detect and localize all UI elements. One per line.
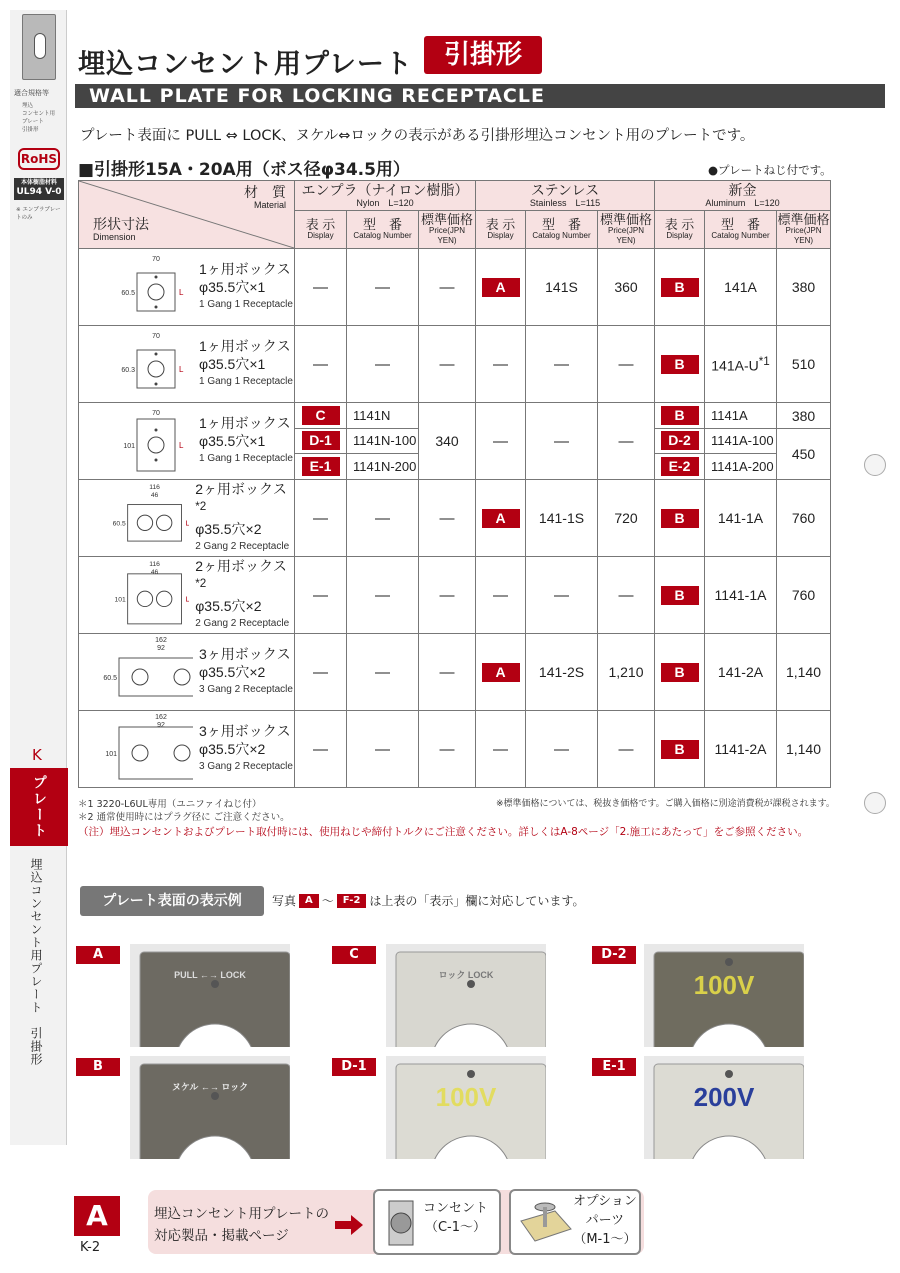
caution-note: （注）埋込コンセントおよびプレート取付時には、使用ねじや締付トルクにご注意ください。詳しくはA-8ページ「2.施工にあたって」をご参照ください。 [78, 826, 809, 838]
box-name: 3ヶ用ボックス [199, 723, 291, 739]
catalog-cell [705, 557, 777, 634]
empty-cell: — [419, 634, 476, 711]
empty-cell: — [419, 480, 476, 557]
example-label: B [76, 1058, 120, 1076]
dim-height: 60.3 [121, 367, 135, 374]
table-row [79, 403, 831, 480]
catalog-cell-text: 141-1S [538, 510, 585, 526]
col-display: 表 示 Display [295, 211, 347, 249]
empty-cell: — [295, 634, 347, 711]
ul94-top: 本体樹脂材料 [20, 179, 57, 186]
shape-cell [79, 249, 295, 326]
display-badge: C [302, 406, 340, 425]
empty-cell: — [526, 326, 598, 403]
plate-dimension-drawing-icon [93, 713, 193, 785]
catalog-cell-text: 141-1A [717, 510, 764, 526]
catalog-cell [705, 480, 777, 557]
svg-text:L: L [179, 288, 184, 297]
examples-desc [272, 892, 584, 909]
display-cell [655, 557, 705, 634]
catalog-cell-text: 1141-1A [714, 587, 767, 603]
material-label: 材 質 [244, 184, 286, 200]
dimension-label: 形状寸法 [93, 216, 149, 232]
display-cell [655, 480, 705, 557]
display-badge: B [661, 406, 699, 425]
plate-dimension-drawing-icon [93, 251, 193, 323]
plate-dimension-drawing-icon [93, 559, 189, 631]
hole-spec: φ35.5穴×2 [199, 664, 266, 680]
col-price: 標準価格 Price(JPN YEN) [777, 211, 831, 249]
hole-spec: φ35.5穴×1 [199, 433, 266, 449]
display-badge: B [661, 278, 699, 297]
price-cell [777, 403, 831, 480]
example-plate-photo [644, 944, 804, 1047]
empty-cell: — [476, 326, 526, 403]
shape-cell [79, 480, 295, 557]
svg-text:L: L [179, 365, 184, 374]
display-cell [476, 480, 526, 557]
empty-cell: — [295, 326, 347, 403]
arrow-right-icon [335, 1215, 365, 1235]
box-name: 1ヶ用ボックス [199, 338, 291, 354]
plate-dimension-drawing-icon [93, 328, 193, 400]
rohs-badge: RoHS [18, 148, 60, 170]
dim-height: 60.5 [112, 520, 126, 528]
price-cell-text: 360 [614, 279, 638, 295]
example-label: E-1 [592, 1058, 636, 1076]
catalog-cell [347, 403, 419, 480]
option-parts-link-card[interactable] [509, 1189, 641, 1255]
product-line-2: コンセント用 [22, 111, 56, 117]
screw-note: ●プレートねじ付です。 [708, 163, 832, 177]
catalog-number: 1141A [705, 404, 776, 429]
price-cell [598, 634, 655, 711]
shape-cell [79, 711, 295, 788]
plate-marking: ロック LOCK [438, 970, 494, 980]
dim-pitch: 46 [150, 568, 159, 576]
material-label-en: Material [253, 200, 286, 210]
shape-cell [79, 326, 295, 403]
receptacle-label: コンセント （C-1～） [423, 1201, 489, 1235]
example-plate-photo [644, 1056, 804, 1159]
catalog-cell [526, 480, 598, 557]
example-label: D-2 [592, 946, 636, 964]
vertical-section-label: 埋込コンセント用プレート 引掛形 [29, 858, 43, 1066]
dim-width: 70 [152, 256, 160, 263]
spec-table [78, 180, 831, 788]
plate-thumbnail [22, 14, 56, 80]
box-name: 2ヶ用ボックス [195, 558, 287, 575]
screw-icon [515, 1197, 575, 1249]
example-label: A [76, 946, 120, 964]
price-cell [777, 480, 831, 557]
display-badge: B [661, 663, 699, 682]
note-ref: *1 [758, 354, 770, 368]
shape-en: 1 Gang 1 Receptacle [199, 299, 293, 310]
dim-width: 70 [152, 333, 160, 340]
shape-cell [79, 403, 295, 480]
col-price: 標準価格 Price(JPN YEN) [598, 211, 655, 249]
table-row [79, 634, 831, 711]
catalog-cell [705, 326, 777, 403]
price-cell [777, 557, 831, 634]
catalog-number: 1141N-100 [347, 429, 418, 454]
catalog-cell-text: 141A-U [711, 357, 759, 374]
empty-cell: — [598, 557, 655, 634]
box-name: 1ヶ用ボックス [199, 415, 291, 431]
price-cell-text: 760 [791, 587, 816, 603]
hole-spec: φ35.5穴×2 [195, 520, 262, 537]
col-catalog: 型 番 Catalog Number [705, 211, 777, 249]
price-value: 450 [791, 445, 816, 462]
shape-en: 2 Gang 2 Receptacle [195, 617, 290, 629]
dim-width: 116 [149, 561, 160, 569]
display-badge: D-1 [302, 431, 340, 450]
empty-cell: — [598, 711, 655, 788]
dim-height: 60.5 [121, 290, 135, 297]
display-cell [655, 249, 705, 326]
ul94-note: ※ エンプラプレートのみ [16, 207, 61, 221]
plate-marking: 100V [693, 970, 755, 1000]
shape-en: 3 Gang 2 Receptacle [199, 684, 293, 695]
empty-cell: — [347, 557, 419, 634]
svg-text:L [185, 595, 189, 604]
standards-label: 適合規格等 [14, 89, 49, 97]
example-plate-photo [130, 944, 290, 1047]
plate-dimension-drawing-icon [93, 482, 189, 554]
example-plate-photo [386, 944, 546, 1047]
empty-cell: — [347, 634, 419, 711]
intro-text: プレート表面に PULL ⇔ LOCK、ヌケル⇔ロックの表示がある引掛形埋込コンセント用のプレートです。 [80, 128, 755, 144]
price-cell [598, 480, 655, 557]
catalog-cell [526, 634, 598, 711]
display-cell [476, 249, 526, 326]
display-cell [476, 634, 526, 711]
receptacle-link-card[interactable] [373, 1189, 501, 1255]
dimension-label-en: Dimension [93, 232, 136, 242]
display-cell [655, 326, 705, 403]
display-badge: B [661, 355, 699, 374]
desc-after: は上表の「表示」欄に対応しています。 [369, 894, 585, 908]
display-badge: A [482, 509, 520, 528]
col-display: 表 示 Display [476, 211, 526, 249]
plate-marking: 200V [693, 1082, 755, 1112]
empty-cell: — [295, 557, 347, 634]
dim-height: 60.5 [103, 675, 117, 682]
display-badge: E-2 [661, 457, 699, 476]
price-cell-text: 760 [791, 510, 816, 526]
plate-dimension-drawing-icon [93, 636, 193, 708]
table-row [79, 249, 831, 326]
price-cell-text: 340 [435, 433, 459, 449]
price-cell-text: 510 [791, 356, 816, 372]
catalog-cell-text: 141-2A [717, 664, 764, 680]
empty-cell: — [526, 403, 598, 480]
shape-cell [79, 557, 295, 634]
price-note: ※標準価格については、税抜き価格です。ご購入価格に別途消費税が課税されます。 [496, 799, 835, 809]
ul94-main: UL94 V-0 [16, 187, 62, 197]
empty-cell: — [419, 557, 476, 634]
hole-spec: φ35.5穴×1 [199, 279, 266, 295]
table-row [79, 711, 831, 788]
dim-height: 101 [123, 443, 135, 450]
display-badge: A [482, 663, 520, 682]
option-parts-label: オプション パーツ （M-1～） [573, 1194, 637, 1247]
page-title-english: WALL PLATE FOR LOCKING RECEPTACLE [75, 84, 885, 108]
dim-width: 162 [155, 637, 167, 644]
empty-cell: — [295, 480, 347, 557]
col-price: 標準価格 Price(JPN YEN) [419, 211, 476, 249]
plate-dimension-drawing-icon [93, 405, 193, 477]
catalog-cell-text: 1141-2A [714, 741, 767, 757]
example-label: C [332, 946, 376, 964]
display-badge: B [661, 509, 699, 528]
display-badge: D-2 [661, 431, 699, 450]
empty-cell: — [476, 403, 526, 480]
catalog-number: 1141A-100 [705, 429, 776, 454]
binder-hole [864, 792, 886, 814]
catalog-cell [705, 249, 777, 326]
display-badge: B [661, 586, 699, 605]
table-row [79, 326, 831, 403]
desc-before: 写真 [272, 894, 297, 908]
catalog-number: 1141N [347, 404, 418, 429]
page-number: K-2 [80, 1240, 101, 1255]
price-cell [777, 711, 831, 788]
shape-en: 3 Gang 2 Receptacle [199, 761, 293, 772]
empty-cell: — [476, 711, 526, 788]
table-row [79, 480, 831, 557]
col-catalog: 型 番 Catalog Number [526, 211, 598, 249]
display-cell [655, 711, 705, 788]
section-tab: プレート [10, 768, 68, 846]
empty-cell: — [347, 711, 419, 788]
col-catalog: 型 番 Catalog Number [347, 211, 419, 249]
display-badge: B [661, 740, 699, 759]
empty-cell: — [295, 711, 347, 788]
catalog-cell-text: 141-2S [538, 664, 585, 680]
note-ref: *2 [195, 577, 207, 591]
brand-logo: A [74, 1196, 120, 1236]
empty-cell: — [598, 403, 655, 480]
product-line-1: 埋込 [22, 103, 34, 109]
catalog-number: 1141A-200 [711, 458, 774, 474]
price-cell-text: 380 [791, 279, 816, 295]
product-line-3: プレート [22, 119, 44, 125]
material-aluminum: 新金 Aluminum L=120 [655, 181, 831, 211]
dim-width: 116 [149, 484, 160, 492]
material-nylon: エンプラ（ナイロン樹脂） Nylon L=120 [295, 181, 476, 211]
binder-hole [864, 454, 886, 476]
table-row [79, 557, 831, 634]
example-plate-photo [130, 1056, 290, 1159]
price-cell [777, 634, 831, 711]
empty-cell: — [347, 480, 419, 557]
hole-spec: φ35.5穴×2 [195, 597, 262, 614]
shape-en: 1 Gang 1 Receptacle [199, 453, 293, 464]
section-heading: ■引掛形15A・20A用（ボス径φ34.5用） [78, 160, 410, 180]
display-badge: E-1 [302, 457, 340, 476]
svg-text:L: L [179, 441, 184, 450]
related-line-2: 対応製品・掲載ページ [154, 1228, 289, 1244]
section-letter: K [32, 746, 42, 764]
shape-en: 2 Gang 2 Receptacle [195, 540, 290, 552]
price-cell [419, 403, 476, 480]
display-cell [295, 403, 347, 480]
empty-cell: — [476, 557, 526, 634]
dim-height: 101 [105, 751, 117, 758]
empty-cell: — [419, 249, 476, 326]
price-cell-text: 720 [614, 510, 638, 526]
example-label: D-1 [332, 1058, 376, 1076]
catalog-cell-text: 141S [545, 279, 578, 295]
related-line-1: 埋込コンセント用プレートの [154, 1206, 329, 1222]
display-badge: A [482, 278, 520, 297]
plate-marking: 100V [435, 1082, 497, 1112]
title-tag: 引掛形 [424, 36, 542, 74]
empty-cell: — [419, 711, 476, 788]
empty-cell: — [347, 326, 419, 403]
box-name: 2ヶ用ボックス [195, 481, 287, 498]
catalog-cell-text: 141A [724, 279, 757, 295]
price-cell [598, 249, 655, 326]
catalog-cell [526, 249, 598, 326]
empty-cell: — [526, 711, 598, 788]
catalog-number: 1141N-200 [353, 458, 417, 474]
product-line-4: 引掛形 [22, 127, 39, 133]
price-cell [777, 249, 831, 326]
price-cell-text: 1,140 [785, 664, 822, 680]
desc-tilde: ～ [321, 894, 334, 908]
ul94-badge [14, 178, 64, 200]
receptacle-icon [381, 1197, 421, 1249]
catalog-cell [705, 634, 777, 711]
related-products-text [154, 1203, 329, 1247]
dim-pitch: 92 [157, 645, 165, 652]
catalog-cell [705, 711, 777, 788]
hole-spec: φ35.5穴×2 [199, 741, 266, 757]
price-value: 380 [777, 404, 830, 429]
dim-pitch: 92 [157, 722, 165, 729]
shape-cell [79, 634, 295, 711]
desc-badge-to: F-2 [337, 894, 367, 908]
plate-marking: PULL ←→ LOCK [174, 970, 246, 980]
svg-text:L [185, 519, 189, 528]
corner-header [79, 181, 295, 249]
display-cell [655, 403, 705, 480]
hole-spec: φ35.5穴×1 [199, 356, 266, 372]
col-display: 表 示 Display [655, 211, 705, 249]
price-cell-text: 1,140 [785, 741, 822, 757]
dim-width: 162 [155, 714, 167, 721]
examples-title: プレート表面の表示例 [80, 886, 264, 916]
shape-en: 1 Gang 1 Receptacle [199, 376, 293, 387]
box-name: 3ヶ用ボックス [199, 646, 291, 662]
example-plate-photo [386, 1056, 546, 1159]
dim-pitch: 46 [150, 491, 159, 499]
empty-cell: — [295, 249, 347, 326]
catalog-cell [705, 403, 777, 480]
empty-cell: — [526, 557, 598, 634]
box-name: 1ヶ用ボックス [199, 261, 291, 277]
dim-width: 70 [152, 410, 160, 417]
footnote-1: ＊1 3220-L6UL専用（ユニファイねじ付） [78, 799, 262, 810]
empty-cell: — [419, 326, 476, 403]
plate-marking: ヌケル ←→ ロック [171, 1082, 249, 1092]
material-stainless: ステンレス Stainless L=115 [476, 181, 655, 211]
empty-cell: — [347, 249, 419, 326]
dim-height: 101 [114, 596, 126, 604]
note-ref: *2 [195, 500, 207, 514]
price-cell-text: 1,210 [608, 664, 644, 680]
page-title: 埋込コンセント用プレート [78, 49, 413, 80]
display-cell [655, 634, 705, 711]
empty-cell: — [598, 326, 655, 403]
footnote-2: ＊2 通常使用時にはプラグ径に ご注意ください。 [78, 812, 290, 823]
desc-badge-from: A [299, 894, 319, 908]
price-cell [777, 326, 831, 403]
